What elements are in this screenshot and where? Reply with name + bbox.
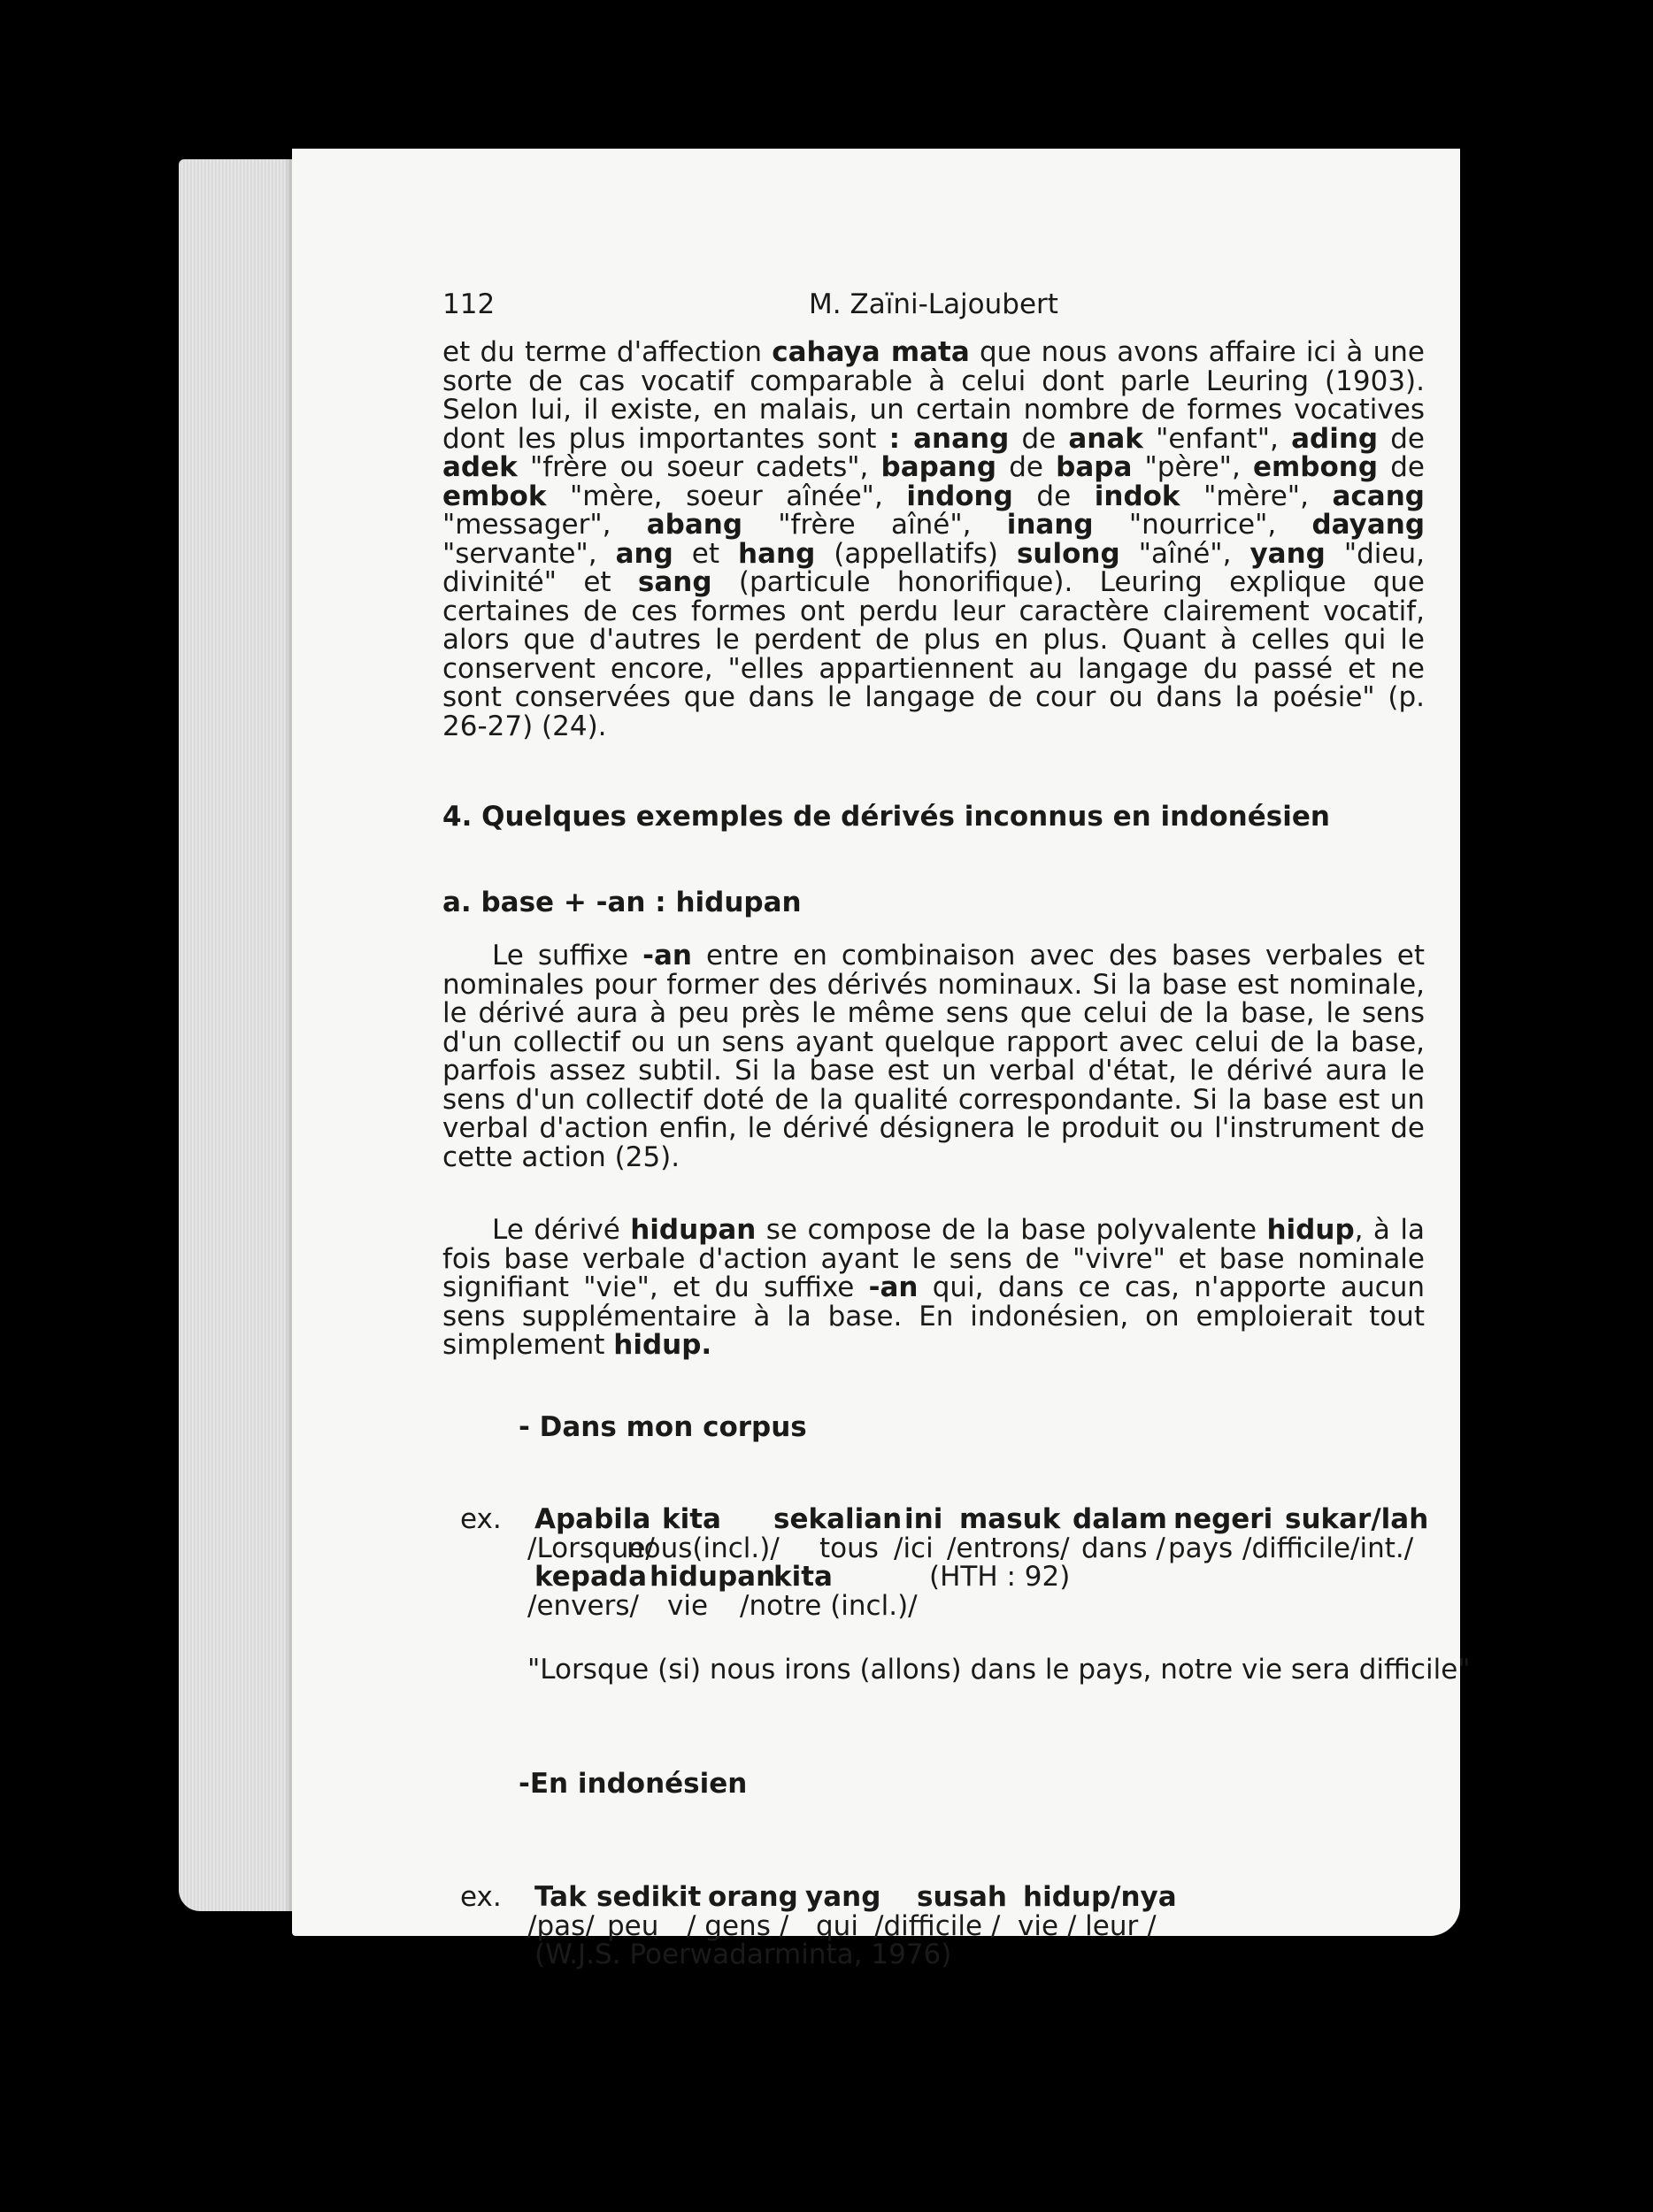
bold-term: anak <box>1068 422 1143 455</box>
text-run: qui, dans ce cas, n'apporte aucun sens supplémentaire à la base. En indonésien, on emploierait tout simplement <box>442 1271 1425 1361</box>
page-content <box>442 288 1471 1970</box>
example-2-line-1 <box>534 1883 1425 1912</box>
bold-term: indok <box>1094 480 1180 512</box>
gloss-word: masuk <box>959 1503 1061 1535</box>
example-1-line-2 <box>527 1532 1425 1564</box>
bold-term: sulong <box>1016 537 1120 570</box>
gloss-word: vie / leur / <box>1018 1909 1157 1942</box>
example-1-gloss <box>527 1503 1429 1622</box>
bold-term: hidup. <box>613 1329 712 1361</box>
gloss-word: ini <box>904 1503 943 1535</box>
text-run: se compose de la base polyvalente <box>756 1214 1267 1246</box>
bold-term: abang <box>646 509 743 541</box>
gloss-word: Apabila <box>534 1503 651 1535</box>
bold-term: ading <box>1291 422 1379 455</box>
example-1-line-1 <box>534 1503 1429 1535</box>
bold-term: cahaya mata <box>772 336 970 368</box>
gloss-word: / gens / <box>687 1909 789 1942</box>
bold-term: bapa <box>1056 451 1133 483</box>
text-run: "dieu, divinité" et <box>442 537 1425 598</box>
gloss-word: sekalian <box>773 1503 903 1535</box>
bold-term: : anang <box>888 422 1010 455</box>
example-1-line-4 <box>527 1589 1425 1622</box>
text-run: Le dérivé <box>492 1214 631 1246</box>
text-run: "père", <box>1132 451 1253 483</box>
gloss-word: /notre (incl.)/ <box>740 1589 918 1622</box>
bold-term: inang <box>1006 509 1094 541</box>
running-head: M. Zaïni-Lajoubert <box>809 288 1058 320</box>
text-run: de <box>1012 480 1095 512</box>
text-run: que nous avons affaire ici à une sorte de cas vocatif comparable à celui dont parle Leuring (1903). Selon lui, il existe, en malais, un certain nombre de formes vocatives dont les plus importantes sont <box>442 336 1425 455</box>
text-run: et <box>673 537 739 570</box>
subsection-heading: a. base + -an : hidupan <box>442 886 802 918</box>
gloss-word: vie <box>667 1589 709 1622</box>
source-reference: (HTH : 92) <box>929 1561 1071 1593</box>
gloss-word: susah <box>917 1881 1007 1913</box>
paragraph-3 <box>442 1216 1425 1360</box>
bold-term: yang <box>1249 537 1326 570</box>
corpus-label: - Dans mon corpus <box>519 1410 807 1443</box>
gloss-word: /Lorsque/ <box>527 1532 655 1564</box>
gloss-word: qui <box>816 1909 858 1942</box>
gloss-word: kepada <box>534 1561 648 1593</box>
example-2-line-2 <box>527 1909 1425 1942</box>
paragraph-2 <box>442 941 1425 1171</box>
gloss-word: kita <box>662 1503 721 1535</box>
text-run: (appellatifs) <box>815 537 1017 570</box>
bold-term: sang <box>637 566 712 598</box>
gloss-word: dalam <box>1073 1503 1167 1535</box>
gloss-word: Tak <box>534 1881 587 1913</box>
gloss-word: negeri <box>1173 1503 1273 1535</box>
text-run: "frère ou soeur cadets", <box>517 451 881 483</box>
page-number: 112 <box>442 288 496 320</box>
text-run: (particule honorifique). Leuring explique que certaines de ces formes ont perdu leur caractère clairement vocatif, alors que d'autres le perdent de plus en plus. Quant à celles qui le conservent encore, "elles appartiennent au langage du passé et ne sont conservées que dans le langage de cour ou dans la poésie" (p. 26-27) (24). <box>442 566 1425 742</box>
gloss-word: pays <box>1168 1532 1234 1564</box>
gloss-word: peu <box>607 1909 659 1942</box>
bold-term: bapang <box>880 451 997 483</box>
gloss-word: /difficile / <box>874 1909 1001 1942</box>
text-run: entre en combinaison avec des bases verbales et nominales pour former des dérivés nominaux. Si la base est nominale, le dérivé aura à peu près le même sens que celui de la base, le sens d'un collectif ou un sens ayant quelque rapport avec celui de la base, parfois assez subtil. Si la base est un verbal d'état, le dérivé aura le sens d'un collectif doté de la qualité correspondante. Si la base est un verbal d'action enfin, le dérivé désignera le produit ou l'instrument de cette action (25). <box>442 940 1425 1173</box>
paragraph-1 <box>442 338 1425 741</box>
page-header <box>442 290 1425 329</box>
bold-term: embong <box>1252 451 1379 483</box>
gloss-word: /entrons/ <box>947 1532 1070 1564</box>
bold-term: adek <box>442 451 518 483</box>
bold-term: -an <box>868 1271 919 1303</box>
gloss-word: orang <box>708 1881 798 1913</box>
text-run: "mère, soeur aînée", <box>546 480 907 512</box>
text-run: et du terme d'affection <box>442 336 773 368</box>
bold-term: hang <box>738 537 816 570</box>
bold-term: indong <box>906 480 1013 512</box>
gloss-word: /ici <box>894 1532 934 1564</box>
text-run: de <box>996 451 1057 483</box>
bold-term: acang <box>1332 480 1425 512</box>
text-run: de <box>1378 422 1426 455</box>
bold-term: hidup <box>1266 1214 1355 1246</box>
gloss-word: nous(incl.)/ <box>627 1532 780 1564</box>
example-2 <box>442 1883 1425 1970</box>
gloss-word: sedikit <box>596 1881 702 1913</box>
example-1-line-3 <box>534 1563 1425 1592</box>
example-1-translation: "Lorsque (si) nous irons (allons) dans le pays, notre vie sera difficile" <box>527 1654 1471 1686</box>
text-run: "frère aîné", <box>742 509 1007 541</box>
example-label: ex. <box>460 1503 502 1535</box>
gloss-word: hidup/nya <box>1023 1881 1177 1913</box>
bold-term: hidupan <box>630 1214 757 1246</box>
text-run: "enfant", <box>1142 422 1292 455</box>
gloss-word: yang <box>805 1881 881 1913</box>
example-1 <box>442 1503 1471 1686</box>
example-2-reference: (W.J.S. Poerwadarminta, 1976) <box>534 1939 952 1970</box>
text-run: "servante", <box>442 537 616 570</box>
indonesian-label: -En indonésien <box>519 1767 748 1800</box>
gloss-word: hidupan <box>650 1561 776 1593</box>
gloss-word: dans / <box>1081 1532 1165 1564</box>
bold-term: embok <box>442 480 547 512</box>
example-label: ex. <box>460 1881 502 1913</box>
gloss-word: sukar/lah <box>1285 1503 1429 1535</box>
bold-term: ang <box>615 537 673 570</box>
text-run: , à la fois base verbale d'action ayant le sens de "vivre" et base nominale signifiant "vie", et du suffixe <box>442 1214 1425 1303</box>
text-run: "nourrice", <box>1093 509 1312 541</box>
text-run: "mère", <box>1180 480 1333 512</box>
gloss-word: /envers/ <box>527 1589 639 1622</box>
bold-term: -an <box>642 940 692 972</box>
bold-term: dayang <box>1311 509 1426 541</box>
text-run: "aîné", <box>1119 537 1250 570</box>
gloss-word: tous <box>819 1532 879 1564</box>
book-page <box>292 149 1471 1970</box>
gloss-word: /difficile/int./ <box>1242 1532 1414 1564</box>
text-run: de <box>1009 422 1069 455</box>
gloss-word: kita <box>773 1561 833 1593</box>
text-run: Le suffixe <box>492 940 643 972</box>
example-2-gloss <box>527 1881 1425 1970</box>
section-heading: 4. Quelques exemples de dérivés inconnus en indonésien <box>442 801 1330 833</box>
text-run: "messager", <box>442 509 647 541</box>
text-run: de <box>1378 451 1425 483</box>
gloss-word: /pas/ <box>527 1909 595 1942</box>
